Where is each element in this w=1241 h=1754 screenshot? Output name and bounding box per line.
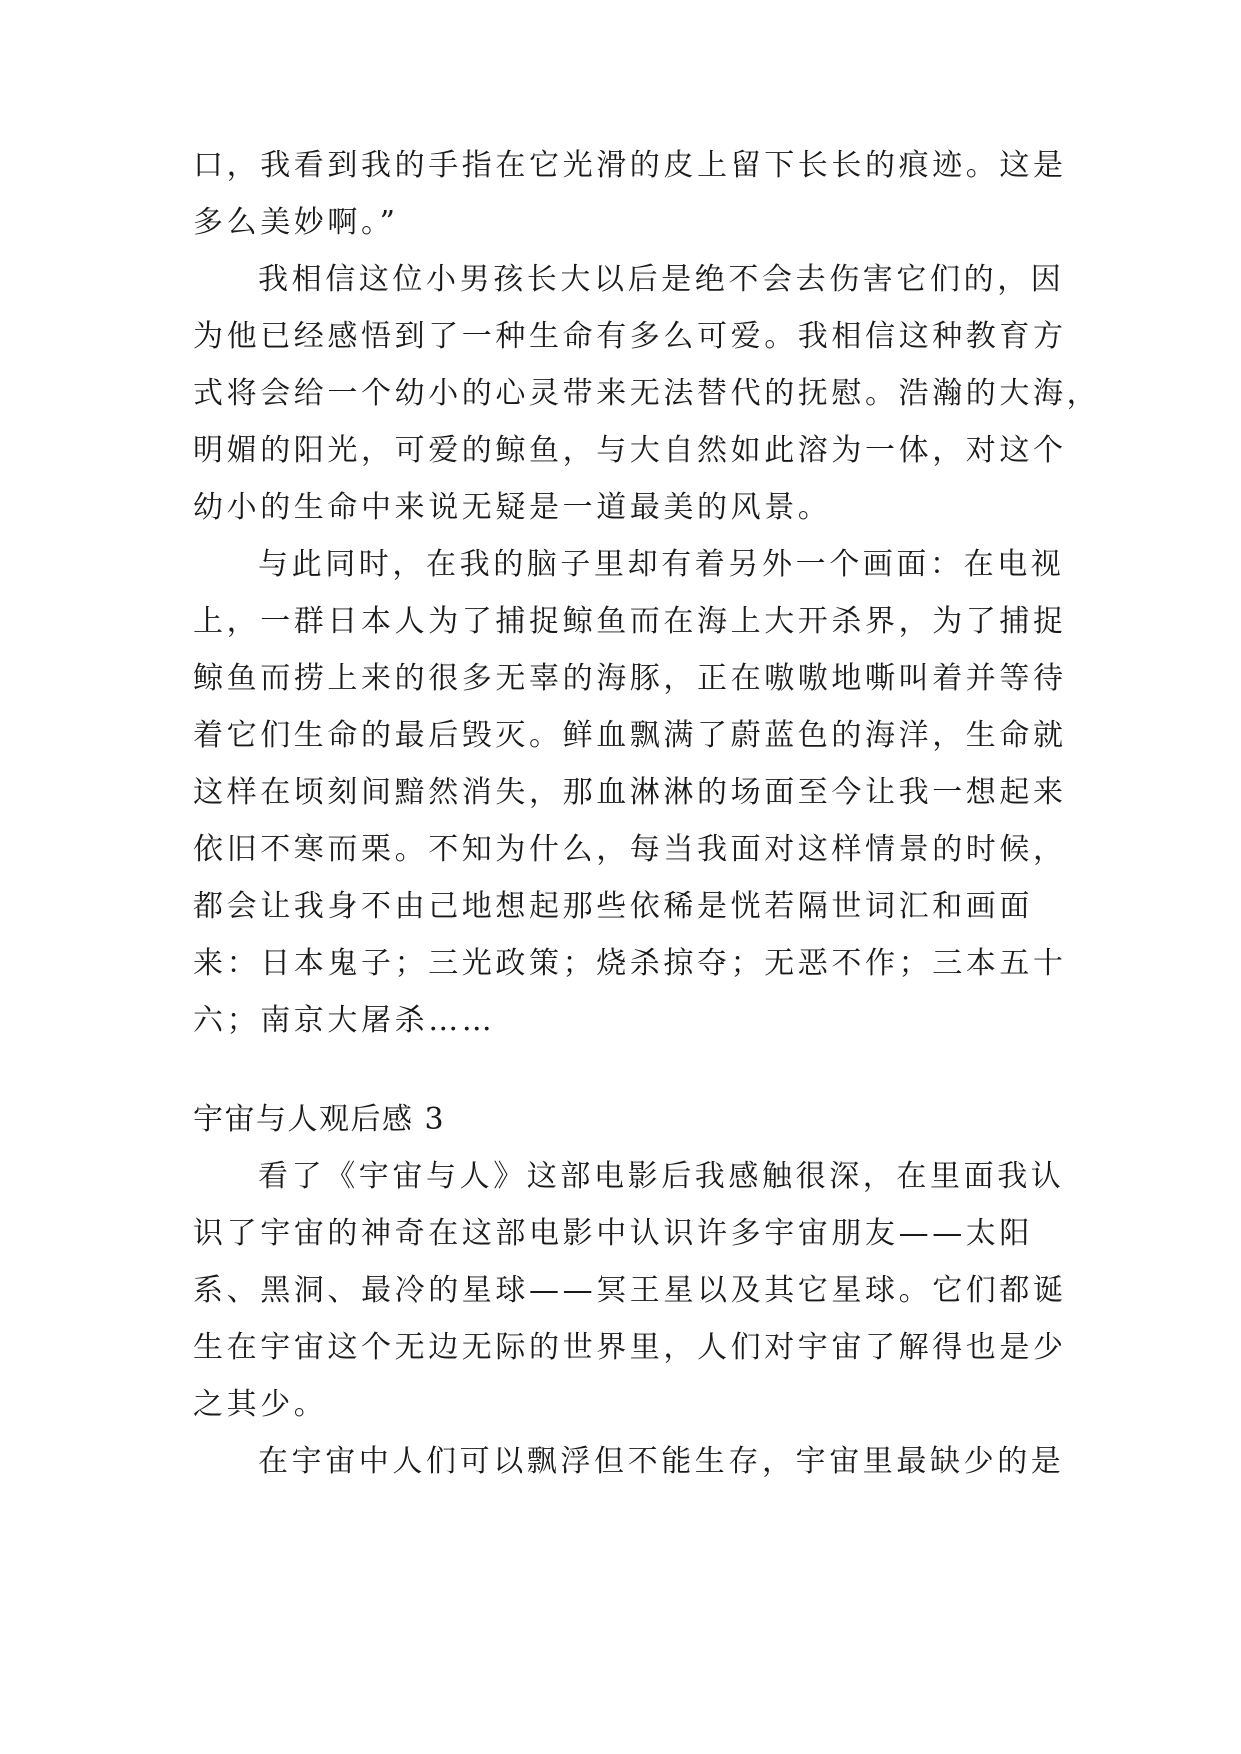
text-line: 多么美妙啊。” [193, 205, 399, 240]
text-line: 来：日本鬼子；三光政策；烧杀掠夺；无恶不作；三本五十 [193, 946, 1067, 981]
text-line: 六；南京大屠杀…… [193, 1003, 496, 1038]
text-line: 上，一群日本人为了捕捉鲸鱼而在海上大开杀界，为了捕捉 [193, 604, 1067, 639]
text-line: 为他已经感悟到了一种生命有多么可爱。我相信这种教育方 [193, 319, 1067, 354]
text-line: 这样在顷刻间黯然消失，那血淋淋的场面至今让我一想起来 [193, 775, 1067, 810]
text-line: 明媚的阳光，可爱的鲸鱼，与大自然如此溶为一体，对这个 [193, 433, 1067, 468]
text-line: 在宇宙中人们可以飘浮但不能生存，宇宙里最缺少的是 [258, 1444, 1065, 1479]
text-line: 都会让我身不由己地想起那些依稀是恍若隔世词汇和画面 [193, 889, 1033, 924]
text-line: 我相信这位小男孩长大以后是绝不会去伤害它们的，因 [258, 262, 1065, 297]
text-line: 看了《宇宙与人》这部电影后我感触很深，在里面我认 [258, 1159, 1065, 1194]
text-line: 依旧不寒而栗。不知为什么，每当我面对这样情景的时候， [193, 832, 1067, 867]
text-line: 生在宇宙这个无边无际的世界里，人们对宇宙了解得也是少 [193, 1330, 1067, 1365]
text-line: 系、黑洞、最冷的星球——冥王星以及其它星球。它们都诞 [193, 1273, 1067, 1308]
text-line: 识了宇宙的神奇在这部电影中认识许多宇宙朋友——太阳 [193, 1216, 1033, 1251]
text-line: 与此同时，在我的脑子里却有着另外一个画面：在电视 [258, 547, 1065, 582]
text-line: 鲸鱼而捞上来的很多无辜的海豚，正在嗷嗷地嘶叫着并等待 [193, 661, 1067, 696]
text-line: 口，我看到我的手指在它光滑的皮上留下长长的痕迹。这是 [193, 148, 1067, 183]
section-heading: 宇宙与人观后感 3 [193, 1102, 446, 1137]
text-line: 之其少。 [193, 1387, 328, 1422]
text-line: 式将会给一个幼小的心灵带来无法替代的抚慰。浩瀚的大海， [193, 376, 1101, 411]
text-line: 幼小的生命中来说无疑是一道最美的风景。 [193, 490, 832, 525]
text-line: 着它们生命的最后毁灭。鲜血飘满了蔚蓝色的海洋，生命就 [193, 718, 1067, 753]
